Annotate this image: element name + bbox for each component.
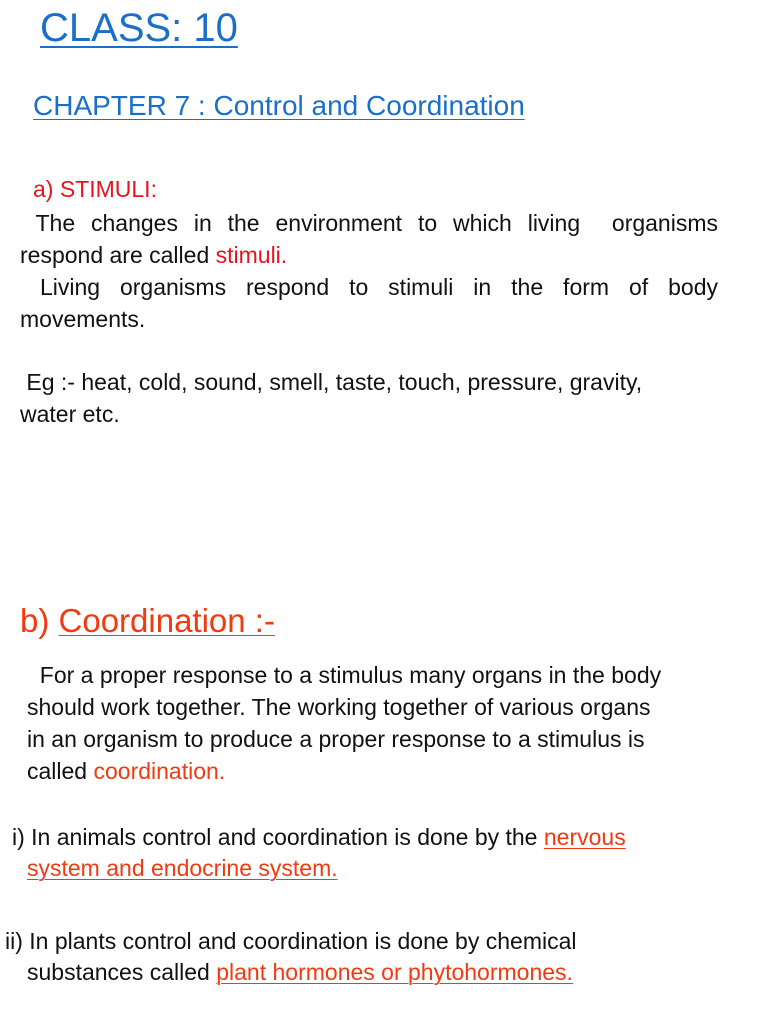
stimuli-definition-text: respond are called [20,242,216,268]
animals-coordination-item [12,822,626,884]
stimuli-examples [20,366,718,430]
coordination-line1: For a proper response to a stimulus many organs in the body [27,662,662,688]
animals-text: i) In animals control and coordination is done by the [12,824,544,850]
stimuli-definition-line2 [20,239,718,271]
coordination-term: coordination. [93,758,226,784]
stimuli-examples-line1: Eg :- heat, cold, sound, smell, taste, touch, pressure, gravity, [20,369,643,395]
stimuli-definition [20,207,718,271]
stimuli-response-line2: movements. [20,306,146,332]
stimuli-definition-line1: The changes in the environment to which living organisms [20,210,718,236]
stimuli-heading: a) STIMULI: [33,176,157,202]
stimuli-term: stimuli. [215,242,288,268]
stimuli-response-line1: Living organisms respond to stimuli in the form of body [20,274,718,300]
coordination-line4-text: called [27,758,94,784]
coordination-line3: in an organism to produce a proper response to a stimulus is [27,726,645,752]
plants-text: substances called [27,959,217,985]
animals-term-part1: nervous [543,824,626,850]
plants-coordination-item [5,926,577,988]
coordination-heading-prefix: b) [20,602,59,639]
animals-term-part2: system and endocrine system. [27,855,338,881]
animals-line1 [12,822,626,853]
class-title: CLASS: 10 [40,6,238,50]
coordination-definition [27,659,737,787]
plants-line1: ii) In plants control and coordination is done by chemical [5,928,577,954]
plants-term: plant hormones or phytohormones. [216,959,573,985]
coordination-line2: should work together. The working together of various organs [27,694,651,720]
chapter-title: CHAPTER 7 : Control and Coordination [33,90,525,121]
plants-line2 [5,957,577,988]
coordination-heading [20,602,275,640]
coordination-heading-term: Coordination :- [58,602,275,639]
stimuli-response [20,271,718,335]
coordination-line4 [27,755,737,787]
stimuli-examples-line2: water etc. [20,401,120,427]
animals-line2 [12,853,626,884]
